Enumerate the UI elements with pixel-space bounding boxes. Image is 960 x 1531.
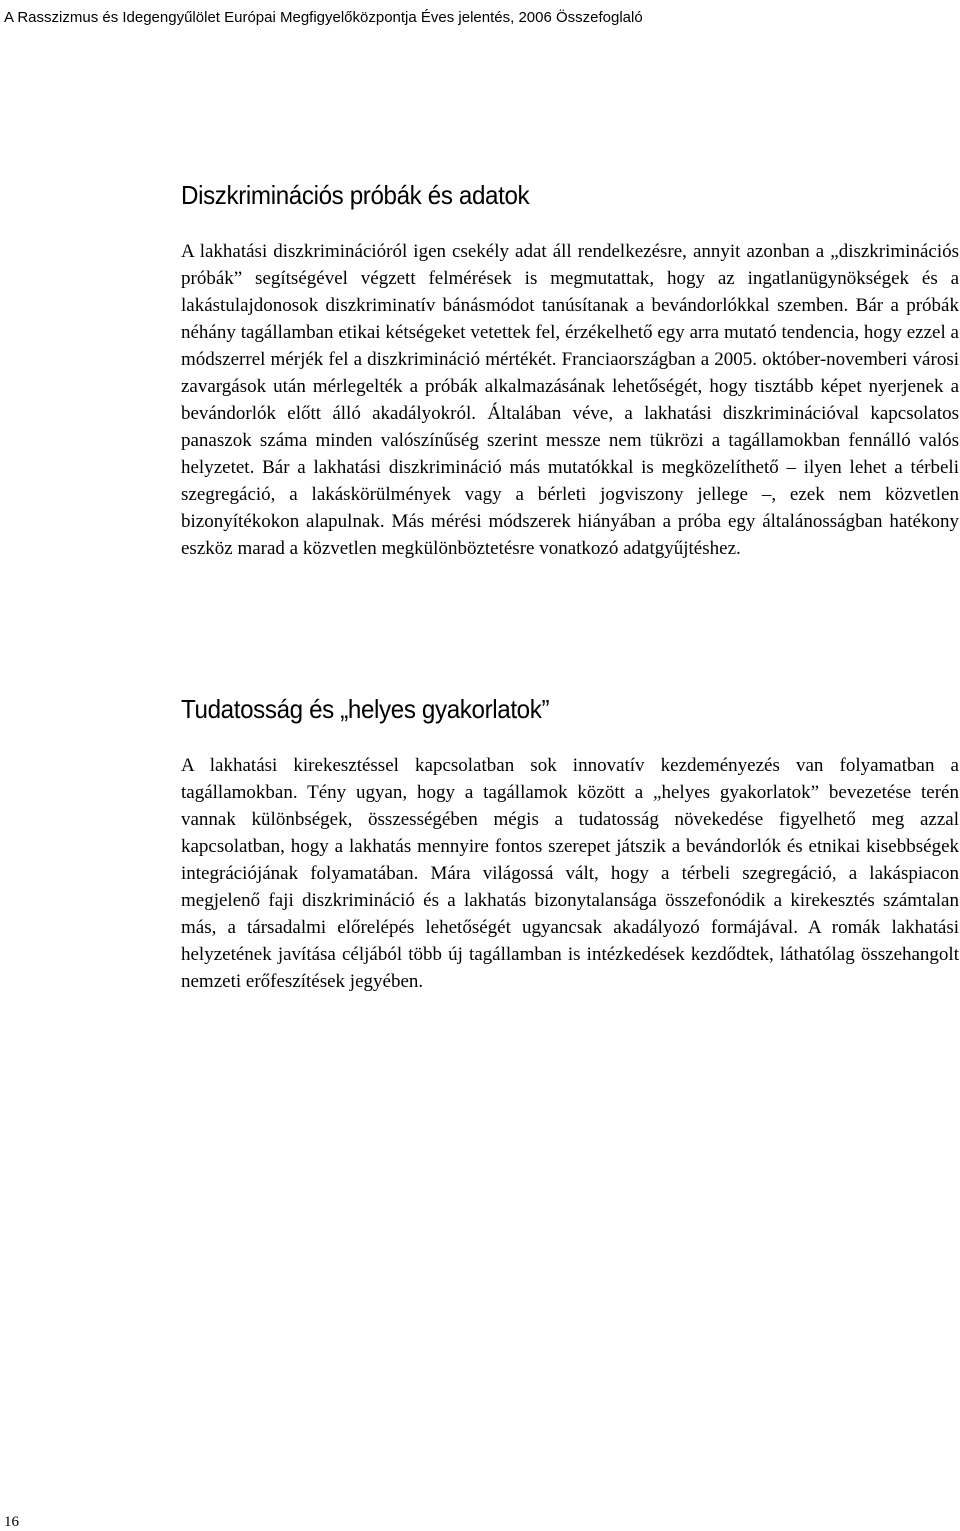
section-heading-discrimination-tests: Diszkriminációs próbák és adatok <box>181 180 530 210</box>
section-paragraph-good-practices: A lakhatási kirekesztéssel kapcsolatban sok innovatív kezdeményezés van folyamatban a tagállamokban. Tény ugyan, hogy a tagállamok között a „helyes gyakorlatok” bevezetése terén vannak különbségek, összességében mégis a tudatosság növekedése figyelhető meg azzal kapcsolatban, hogy a lakhatás mennyire fontos szerepet játszik a bevándorlók és etnikai kisebbségek integrációjának folyamatában. Mára világossá vált, hogy a térbeli szegregáció, a lakáspiacon megjelenő faji diszkrimináció és a lakhatás bizonytalansága összefonódik a kirekesztés számtalan más, a társadalmi előrelépés lehetőségét ugyancsak akadályozó formájával. A romák lakhatási helyzetének javítása céljából több új tagállamban is intézkedések kezdődtek, láthatólag összehangolt nemzeti erőfeszítések jegyében. <box>181 755 959 992</box>
section-paragraph-discrimination-tests: A lakhatási diszkriminációról igen csekély adat áll rendelkezésre, annyit azonban a „diszkriminációs próbák” segítségével végzett felmérések is megmutattak, hogy az ingatlanügynökségek és a lakástulajdonosok diszkriminatív bánásmódot tanúsítanak a bevándorlókkal szemben. Bár a próbák néhány tagállamban etikai kétségeket vetettek fel, érzékelhető egy arra mutató tendencia, hogy ezzel a módszerrel mérjék fel a diszkrimináció mértékét. Franciaországban a 2005. október-novemberi városi zavargások után mérlegelték a próbák alkalmazásának lehetőségét, hogy tisztább képet nyerjenek a bevándorlók előtt álló akadályokról. Általában véve, a lakhatási diszkriminációval kapcsolatos panaszok száma minden valószínűség szerint messze nem tükrözi a tagállamokban fennálló valós helyzetet. Bár a lakhatási diszkrimináció más mutatókkal is megközelíthető – ilyen lehet a térbeli szegregáció, a lakáskörülmények vagy a bérleti jogviszony jellege –, ezek nem közvetlen bizonyítékokon alapulnak. Más mérési módszerek hiányában a próba egy általánosságban hatékony eszköz marad a közvetlen megkülönböztetésre vonatkozó adatgyűjtéshez. <box>181 241 959 559</box>
page-number: 16 <box>4 1514 19 1530</box>
running-header: A Rasszizmus és Idegengyűlölet Európai Megfigyelőközpontja Éves jelentés, 2006 Összefoglaló <box>4 9 643 26</box>
section-heading-good-practices: Tudatosság és „helyes gyakorlatok” <box>181 694 550 724</box>
